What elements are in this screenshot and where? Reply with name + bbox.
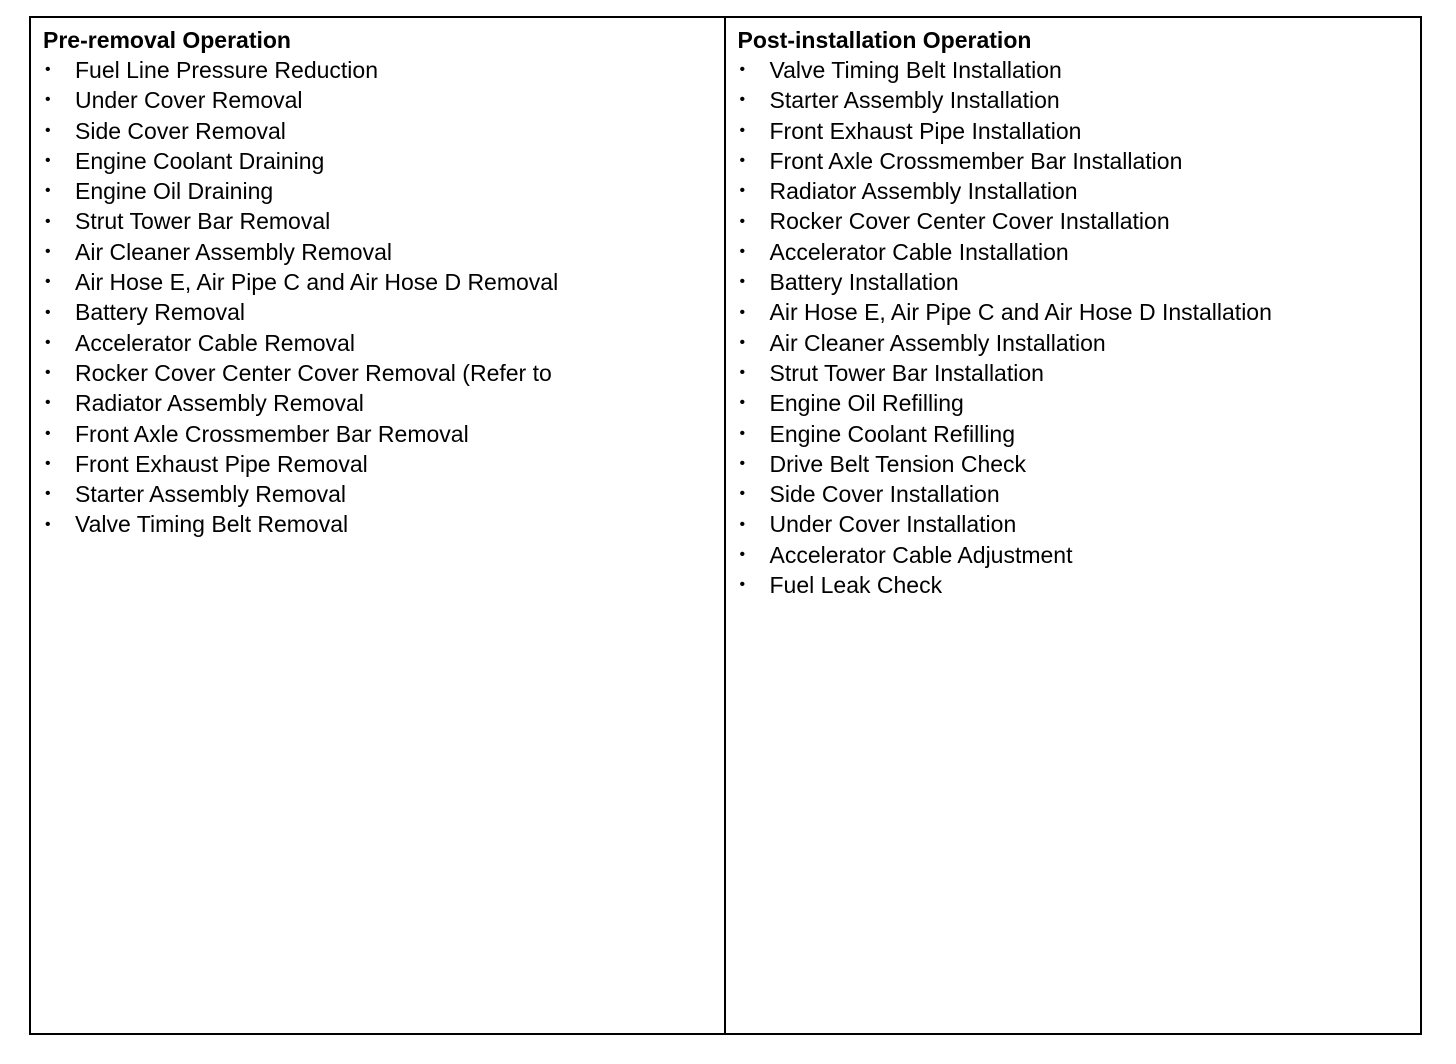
list-item-text: Rocker Cover Center Cover Installation — [769, 208, 1170, 235]
bullet-icon: • — [739, 424, 746, 442]
list-item-text: Accelerator Cable Adjustment — [769, 541, 1073, 568]
bullet-icon: • — [739, 121, 746, 139]
list-item — [738, 509, 1409, 539]
list-item — [43, 297, 712, 327]
list-item-text: Under Cover Removal — [75, 87, 303, 114]
pre-removal-column — [31, 18, 726, 1033]
list-item — [43, 388, 712, 418]
list-item — [43, 509, 712, 539]
list-item — [738, 206, 1409, 236]
bullet-icon: • — [739, 61, 746, 79]
list-item-text: Valve Timing Belt Installation — [769, 57, 1062, 83]
list-item-text: Strut Tower Bar Removal — [75, 208, 331, 235]
list-item-text: Engine Coolant Refilling — [769, 420, 1015, 447]
bullet-icon: • — [45, 455, 51, 472]
list-item — [738, 85, 1409, 115]
list-item-text: Starter Assembly Installation — [769, 87, 1060, 114]
bullet-icon: • — [45, 212, 51, 230]
bullet-icon: • — [739, 455, 746, 472]
list-item — [43, 146, 712, 176]
bullet-icon: • — [739, 545, 746, 563]
bullet-icon: • — [45, 485, 51, 503]
bullet-icon: • — [739, 273, 746, 291]
list-item-text: Accelerator Cable Removal — [75, 329, 355, 356]
bullet-icon: • — [739, 485, 746, 503]
bullet-icon: • — [739, 333, 746, 351]
list-item-text: Strut Tower Bar Installation — [769, 359, 1044, 386]
operations-table — [29, 16, 1422, 1035]
list-item-text: Battery Removal — [75, 299, 246, 326]
list-item — [738, 479, 1409, 509]
post-installation-column — [726, 18, 1421, 1033]
bullet-icon: • — [45, 394, 51, 412]
bullet-icon: • — [739, 394, 746, 412]
bullet-icon: • — [45, 273, 51, 291]
list-item — [738, 328, 1409, 358]
list-item-text: Radiator Assembly Installation — [769, 178, 1078, 205]
list-item — [738, 237, 1409, 267]
list-item — [43, 328, 712, 358]
list-item — [738, 540, 1409, 570]
list-item — [43, 479, 712, 509]
bullet-icon: • — [739, 152, 746, 170]
pre-removal-title: Pre-removal Operation — [43, 27, 291, 53]
bullet-icon: • — [45, 152, 51, 170]
bullet-icon: • — [739, 303, 746, 321]
bullet-icon: • — [45, 424, 51, 442]
list-item-text: Engine Oil Refilling — [769, 390, 964, 417]
list-item-text: Starter Assembly Removal — [75, 481, 346, 508]
bullet-icon: • — [739, 212, 746, 230]
list-item-text: Radiator Assembly Removal — [75, 390, 364, 417]
pre-removal-list — [43, 55, 712, 540]
list-item-text: Rocker Cover Center Cover Removal (Refer to — [75, 359, 552, 386]
bullet-icon: • — [739, 576, 746, 594]
list-item-text: Front Axle Crossmember Bar Installation — [769, 147, 1183, 174]
list-item — [738, 267, 1409, 297]
list-item — [43, 176, 712, 206]
list-item-text: Side Cover Installation — [769, 481, 1000, 508]
list-item — [43, 449, 712, 479]
list-item-text: Air Cleaner Assembly Installation — [769, 329, 1106, 356]
bullet-icon: • — [45, 242, 51, 260]
bullet-icon: • — [45, 364, 51, 382]
list-item-text: Drive Belt Tension Check — [769, 450, 1027, 477]
list-item — [738, 449, 1409, 479]
bullet-icon: • — [739, 182, 746, 200]
list-item — [43, 237, 712, 267]
list-item-text: Valve Timing Belt Removal — [75, 511, 349, 538]
list-item-text: Fuel Leak Check — [769, 572, 943, 599]
list-item — [738, 570, 1409, 600]
list-item-text: Front Exhaust Pipe Installation — [769, 117, 1082, 144]
list-item-text: Air Hose E, Air Pipe C and Air Hose D Installation — [769, 299, 1272, 326]
list-item — [43, 419, 712, 449]
list-item-text: Accelerator Cable Installation — [769, 238, 1069, 265]
list-item-text: Engine Oil Draining — [75, 178, 274, 205]
list-item — [738, 55, 1409, 85]
list-item-text: Front Axle Crossmember Bar Removal — [75, 420, 469, 447]
bullet-icon: • — [45, 303, 51, 321]
list-item-text: Fuel Line Pressure Reduction — [75, 57, 378, 83]
list-item-text: Air Cleaner Assembly Removal — [75, 238, 393, 265]
list-item — [738, 116, 1409, 146]
bullet-icon: • — [739, 364, 746, 382]
post-installation-list — [738, 55, 1409, 600]
list-item — [43, 85, 712, 115]
list-item — [738, 358, 1409, 388]
bullet-icon: • — [45, 333, 51, 351]
list-item-text: Front Exhaust Pipe Removal — [75, 450, 368, 477]
bullet-icon: • — [45, 182, 51, 200]
list-item-text: Side Cover Removal — [75, 117, 286, 144]
list-item — [43, 206, 712, 236]
list-item-text: Battery Installation — [769, 269, 959, 296]
bullet-icon: • — [45, 121, 51, 139]
list-item-text: Engine Coolant Draining — [75, 147, 325, 174]
list-item — [738, 388, 1409, 418]
list-item — [43, 116, 712, 146]
list-item — [43, 358, 712, 388]
list-item-text: Under Cover Installation — [769, 511, 1017, 538]
list-item-text: Air Hose E, Air Pipe C and Air Hose D Removal — [75, 269, 559, 296]
list-item — [43, 267, 712, 297]
list-item — [738, 419, 1409, 449]
list-item — [738, 297, 1409, 327]
bullet-icon: • — [45, 61, 51, 79]
list-item — [738, 146, 1409, 176]
bullet-icon: • — [45, 91, 51, 109]
bullet-icon: • — [45, 515, 51, 533]
post-installation-title: Post-installation Operation — [737, 27, 1032, 53]
bullet-icon: • — [739, 91, 746, 109]
list-item — [738, 176, 1409, 206]
bullet-icon: • — [739, 515, 746, 533]
list-item — [43, 55, 712, 85]
bullet-icon: • — [739, 242, 746, 260]
